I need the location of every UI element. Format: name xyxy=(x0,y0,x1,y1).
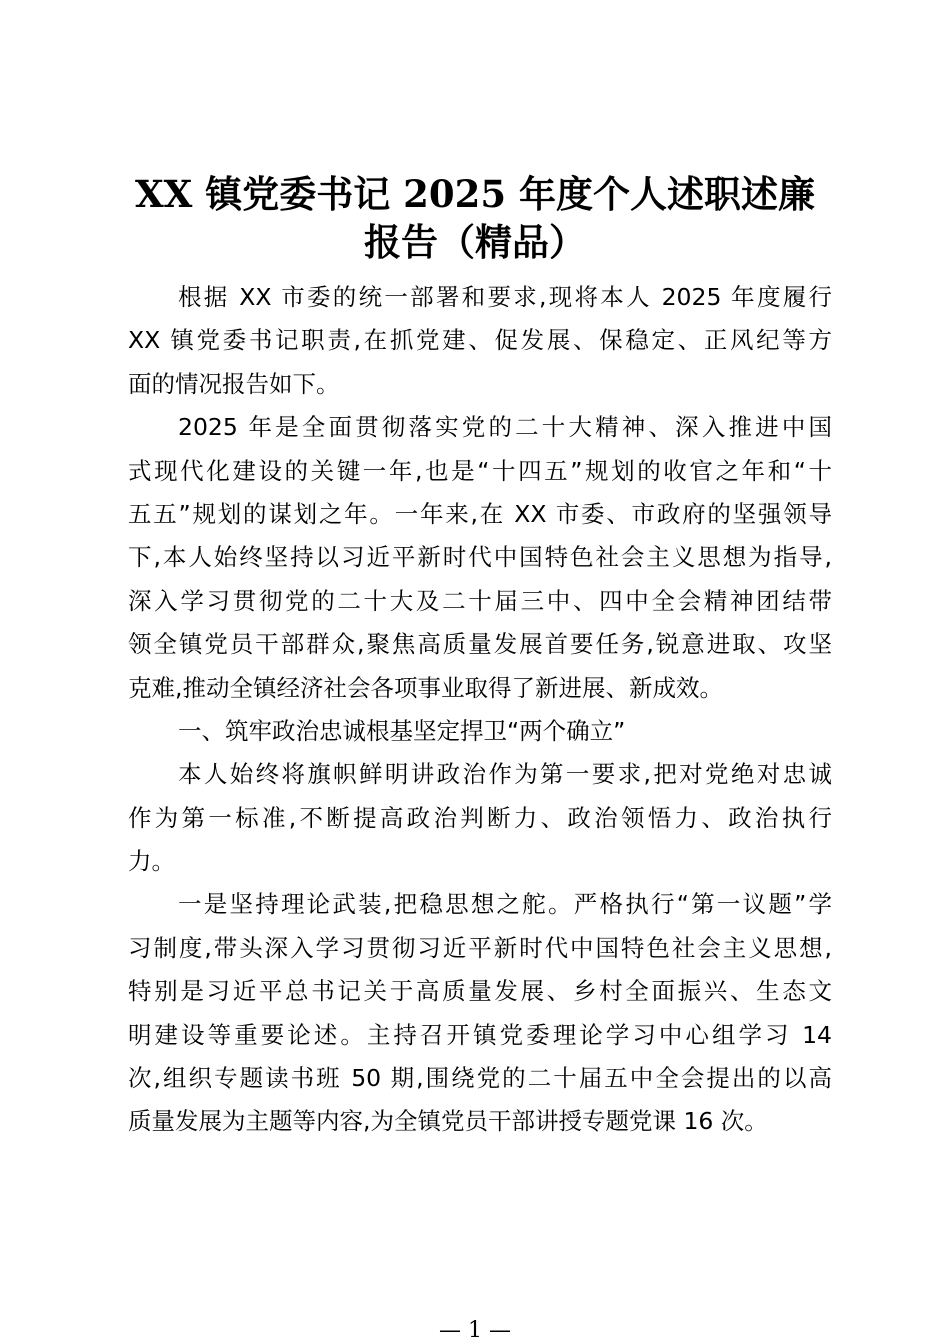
text-line: 力。 xyxy=(128,847,175,876)
text-line: 面的情况报告如下。 xyxy=(128,369,340,398)
title-line: 报告（精品） xyxy=(364,220,586,264)
text-line: 次,组织专题读书班 50 期,围绕党的二十届五中全会提出的以高 xyxy=(128,1064,832,1093)
section-heading xyxy=(128,710,832,753)
document-title xyxy=(100,170,850,266)
page-number: — 1 — xyxy=(439,1318,511,1343)
title-line: XX 镇党委书记 2025 年度个人述职述廉 xyxy=(134,172,816,216)
text-line: 本人始终将旗帜鲜明讲政治作为第一要求,把对党绝对忠诚 xyxy=(178,760,832,789)
paragraph xyxy=(128,753,832,883)
document-body xyxy=(128,276,832,1144)
text-line: 质量发展为主题等内容,为全镇党员干部讲授专题党课 16 次。 xyxy=(128,1107,768,1136)
text-line: 2025 年是全面贯彻落实党的二十大精神、深入推进中国 xyxy=(178,413,832,442)
text-line: 克难,推动全镇经济社会各项事业取得了新进展、新成效。 xyxy=(128,673,723,702)
text-line: 明建设等重要论述。主持召开镇党委理论学习中心组学习 14 xyxy=(128,1020,832,1049)
text-line: 习制度,带头深入学习贯彻习近平新时代中国特色社会主义思想, xyxy=(128,933,832,962)
text-line: 深入学习贯彻党的二十大及二十届三中、四中全会精神团结带 xyxy=(128,586,832,615)
text-line: 五五”规划的谋划之年。一年来,在 XX 市委、市政府的坚强领导 xyxy=(128,499,832,528)
text-line: 领全镇党员干部群众,聚焦高质量发展首要任务,锐意进取、攻坚 xyxy=(128,630,832,659)
text-line: 特别是习近平总书记关于高质量发展、乡村全面振兴、生态文 xyxy=(128,977,832,1006)
text-line: XX 镇党委书记职责,在抓党建、促发展、保稳定、正风纪等方 xyxy=(128,326,832,355)
text-line: 一、筑牢政治忠诚根基坚定捍卫“两个确立” xyxy=(178,716,626,745)
text-line: 根据 XX 市委的统一部署和要求,现将本人 2025 年度履行 xyxy=(178,283,832,311)
paragraph xyxy=(128,276,832,406)
text-line: 式现代化建设的关键一年,也是“十四五”规划的收官之年和“十 xyxy=(128,456,832,485)
text-line: 下,本人始终坚持以习近平新时代中国特色社会主义思想为指导, xyxy=(128,543,832,572)
paragraph xyxy=(128,883,832,1143)
paragraph xyxy=(128,406,832,710)
text-line: 作为第一标准,不断提高政治判断力、政治领悟力、政治执行 xyxy=(128,803,832,832)
text-line: 一是坚持理论武装,把稳思想之舵。严格执行“第一议题”学 xyxy=(178,890,832,919)
